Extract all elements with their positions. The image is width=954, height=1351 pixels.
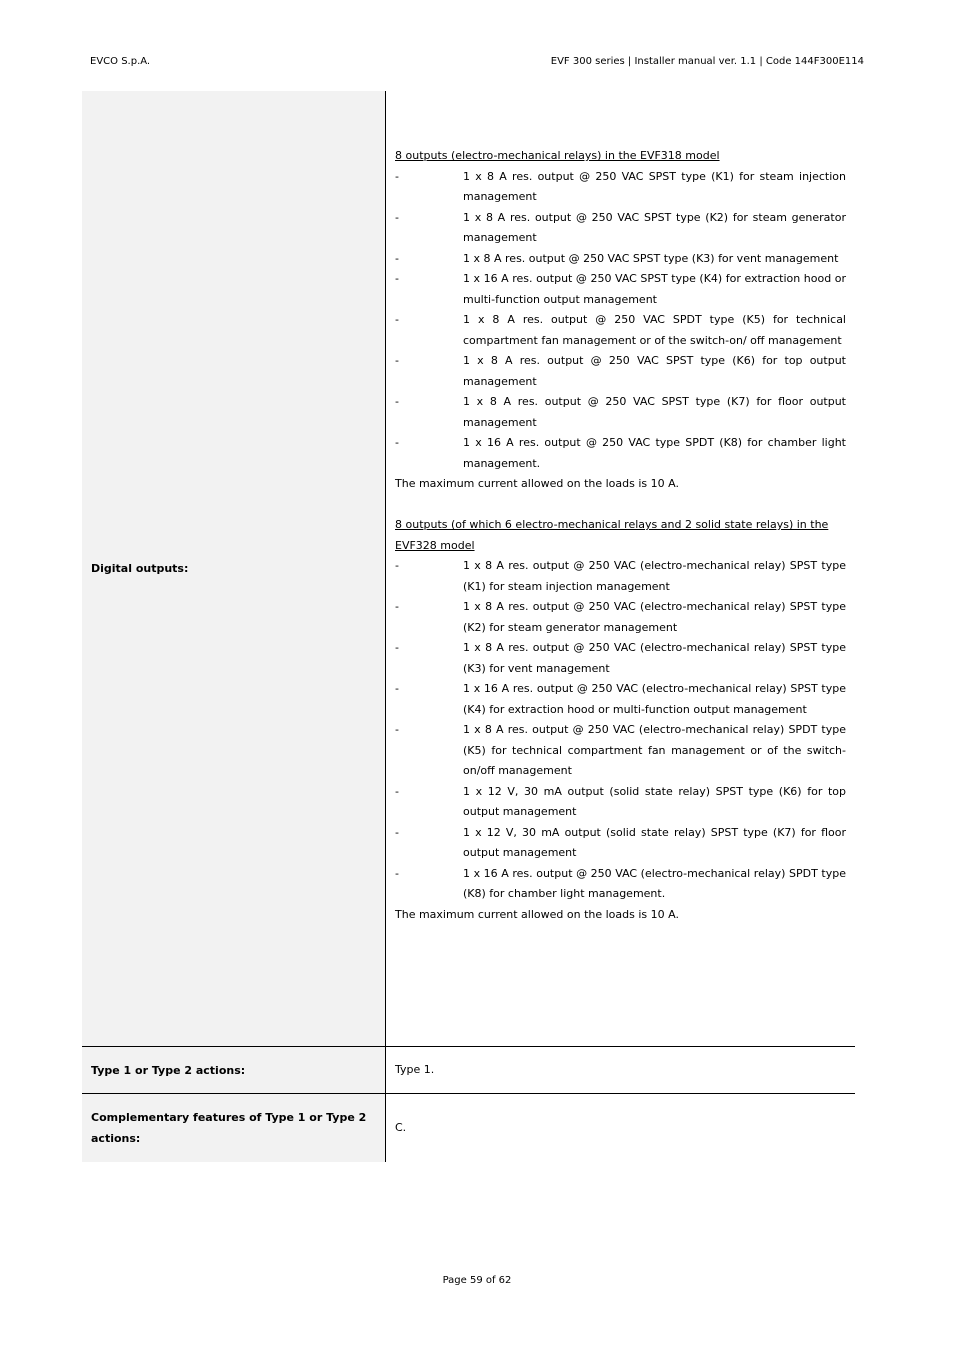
row-label-digital-outputs: Digital outputs: [82, 91, 386, 1046]
table-row-digital-outputs [82, 91, 855, 1046]
list-item-text: 1 x 16 A res. output @ 250 VAC (electro-mechanical relay) SPDT type (K8) for chamber light management. [463, 866, 846, 900]
header-company: EVCO S.p.A. [90, 56, 151, 67]
row-value-complementary [386, 1094, 855, 1162]
list-item [395, 351, 846, 392]
row-value-digital-outputs [386, 91, 855, 1046]
list-item-text: 1 x 8 A res. output @ 250 VAC SPST type (K2) for steam generator management [463, 210, 846, 244]
list-item [395, 269, 846, 310]
dash-bullet: - [395, 784, 399, 798]
list-item [395, 679, 846, 720]
list-item-text: 1 x 8 A res. output @ 250 VAC SPST type (K7) for floor output management [463, 395, 846, 429]
list-item-text: 1 x 12 V, 30 mA output (solid state relay) SPST type (K6) for top output management [463, 784, 846, 818]
evf318-max-current-note: The maximum current allowed on the loads is 10 A. [395, 477, 679, 490]
dash-bullet: - [395, 600, 399, 613]
specs-table [82, 91, 855, 1162]
dash-bullet: - [395, 682, 399, 695]
dash-bullet: - [395, 436, 399, 449]
list-item [395, 720, 846, 782]
page-number: Page 59 of 62 [442, 1275, 512, 1286]
list-item-text: 1 x 16 A res. output @ 250 VAC SPST type (K4) for extraction hood or multi-function output management [463, 272, 846, 306]
list-item [395, 638, 846, 679]
header-doc-info: EVF 300 series | Installer manual ver. 1.1 | Code 144F300E114 [550, 56, 864, 67]
list-item [395, 249, 846, 270]
dash-bullet: - [395, 251, 399, 265]
dash-bullet: - [395, 169, 399, 183]
list-item [395, 597, 846, 638]
complementary-value: C. [395, 1120, 407, 1134]
list-item-text: 1 x 12 V, 30 mA output (solid state relay) SPST type (K7) for floor output management [463, 825, 846, 859]
evf318-section-title: 8 outputs (electro-mechanical relays) in the EVF318 model [395, 149, 720, 162]
table-row-type-actions [82, 1046, 855, 1093]
list-item [395, 556, 846, 597]
table-row-complementary [82, 1093, 855, 1162]
row-label-type-actions: Type 1 or Type 2 actions: [82, 1047, 386, 1093]
list-item [395, 167, 846, 208]
list-item-text: 1 x 8 A res. output @ 250 VAC SPST type (K6) for top output management [463, 354, 846, 388]
list-item [395, 864, 846, 905]
row-label-complementary: Complementary features of Type 1 or Type 2 actions: [82, 1094, 386, 1162]
evf328-max-current-note: The maximum current allowed on the loads is 10 A. [395, 907, 679, 921]
list-item-text: 1 x 8 A res. output @ 250 VAC (electro-mechanical relay) SPST type (K2) for steam generator management [463, 600, 846, 634]
dash-bullet: - [395, 272, 399, 285]
evf328-list [395, 556, 846, 905]
row-value-type-actions [386, 1047, 855, 1093]
list-item [395, 433, 846, 474]
list-item-text: 1 x 8 A res. output @ 250 VAC SPDT type (K5) for technical compartment fan management or of the switch-on/ off management [463, 313, 846, 347]
list-item-text: 1 x 16 A res. output @ 250 VAC type SPDT (K8) for chamber light management. [463, 436, 846, 470]
dash-bullet: - [395, 723, 399, 736]
section-spacer [395, 495, 846, 516]
evf318-list [395, 167, 846, 475]
dash-bullet: - [395, 354, 399, 367]
dash-bullet: - [395, 866, 399, 880]
list-item-text: 1 x 8 A res. output @ 250 VAC SPST type (K3) for vent management [463, 251, 839, 265]
dash-bullet: - [395, 395, 399, 408]
type-actions-value: Type 1. [395, 1062, 435, 1076]
dash-bullet: - [395, 559, 399, 572]
list-item [395, 823, 846, 864]
list-item [395, 208, 846, 249]
list-item-text: 1 x 8 A res. output @ 250 VAC (electro-mechanical relay) SPST type (K1) for steam injection management [463, 559, 846, 593]
list-item-text: 1 x 8 A res. output @ 250 VAC SPST type (K1) for steam injection management [463, 169, 846, 203]
list-item-text: 1 x 8 A res. output @ 250 VAC (electro-mechanical relay) SPST type (K3) for vent management [463, 641, 846, 675]
list-item [395, 782, 846, 823]
evf328-section-title: 8 outputs (of which 6 electro-mechanical relays and 2 solid state relays) in the EVF328 model [395, 518, 829, 552]
dash-bullet: - [395, 313, 399, 326]
list-item-text: 1 x 16 A res. output @ 250 VAC (electro-mechanical relay) SPST type (K4) for extraction hood or multi-function output management [463, 682, 846, 716]
list-item-text: 1 x 8 A res. output @ 250 VAC (electro-mechanical relay) SPDT type (K5) for technical compartment fan management or of the switch-on/off management [463, 723, 846, 777]
dash-bullet: - [395, 825, 399, 839]
dash-bullet: - [395, 641, 399, 654]
list-item [395, 392, 846, 433]
list-item [395, 310, 846, 351]
dash-bullet: - [395, 210, 399, 224]
